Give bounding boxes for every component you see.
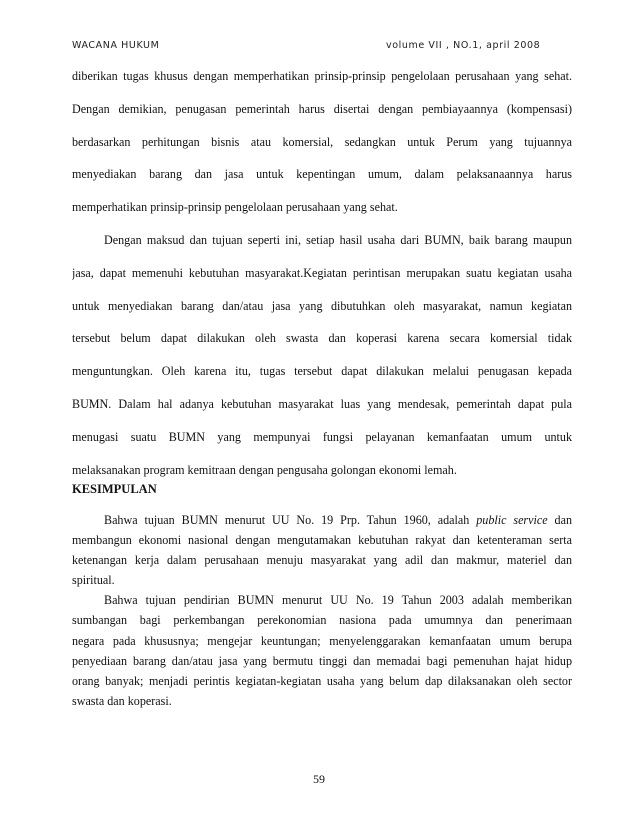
text-line: BUMN. Dalam hal adanya kebutuhan masyarakat luas yang mendesak, pemerintah dapat pula [72,396,572,411]
text-line: penyediaan barang dan/atau jasa yang bermutu tinggi dan memadai bagi pemenuhan hajat hidup [72,653,572,668]
journal-title: WACANA HUKUM [72,40,160,51]
text-line: jasa, dapat memenuhi kebutuhan masyarakat.Kegiatan perintisan merupakan suatu kegiatan usaha [72,265,572,280]
text-line: untuk menyediakan barang dan/atau jasa yang dibutuhkan oleh masyarakat, namun kegiatan [72,298,572,313]
conclusion-block [72,512,572,713]
text-line: orang banyak; menjadi perintis kegiatan-kegiatan usaha yang belum dap dilaksanakan oleh sector [72,673,572,688]
text-line: ketenangan kerja dalam perusahaan menuju masyarakat yang adil dan makmur, materiel dan [72,553,572,568]
page-number: 59 [313,772,325,786]
paragraph-block-1 [72,68,572,494]
section-heading: KESIMPULAN [72,482,157,496]
text-line: menugasi suatu BUMN yang mempunyai fungsi pelayanan kemanfaatan umum untuk [72,429,572,444]
text-line: tersebut belum dapat dilakukan oleh swasta dan koperasi karena secara komersial tidak [72,331,572,346]
text-line: swasta dan koperasi. [72,693,172,708]
text-line: melaksanakan program kemitraan dengan pengusaha golongan ekonomi lemah. [72,462,457,477]
text-line: Dengan demikian, penugasan pemerintah harus disertai dengan pembiayaannya (kompensasi) [72,101,572,116]
text-line: menguntungkan. Oleh karena itu, tugas tersebut dapat dilakukan melalui penugasan kepada [72,364,572,379]
text-line: menyediakan barang dan jasa untuk kepentingan umum, dalam pelaksanaannya harus [72,167,572,182]
text-span: dan [554,513,572,527]
text-line [72,512,572,528]
text-line: memperhatikan prinsip-prinsip pengelolaan perusahaan yang sehat. [72,200,398,215]
text-line: membangun ekonomi nasional dengan mengutamakan kebutuhan rakyat dan ketenteraman serta [72,533,572,548]
text-line: Bahwa tujuan pendirian BUMN menurut UU No. 19 Tahun 2003 adalah memberikan [104,593,572,608]
text-line: sumbangan bagi perkembangan perekonomian nasiona pada umumnya dan penerimaan [72,613,572,628]
text-line: negara pada khususnya; mengejar keuntungan; menyelenggarakan kemanfaatan umum berupa [72,633,572,648]
text-line: spiritual. [72,573,115,588]
text-span: Bahwa tujuan BUMN menurut UU No. 19 Prp. Tahun 1960, adalah [104,513,470,527]
text-line: diberikan tugas khusus dengan memperhatikan prinsip-prinsip pengelolaan perusahaan yang sehat. [72,69,572,83]
italic-term: public service [476,513,548,527]
text-line: Dengan maksud dan tujuan seperti ini, setiap hasil usaha dari BUMN, baik barang maupun [104,232,572,247]
text-line: berdasarkan perhitungan bisnis atau komersial, sedangkan untuk Perum yang tujuannya [72,134,572,149]
volume-info: volume VII , NO.1, april 2008 [386,40,541,51]
